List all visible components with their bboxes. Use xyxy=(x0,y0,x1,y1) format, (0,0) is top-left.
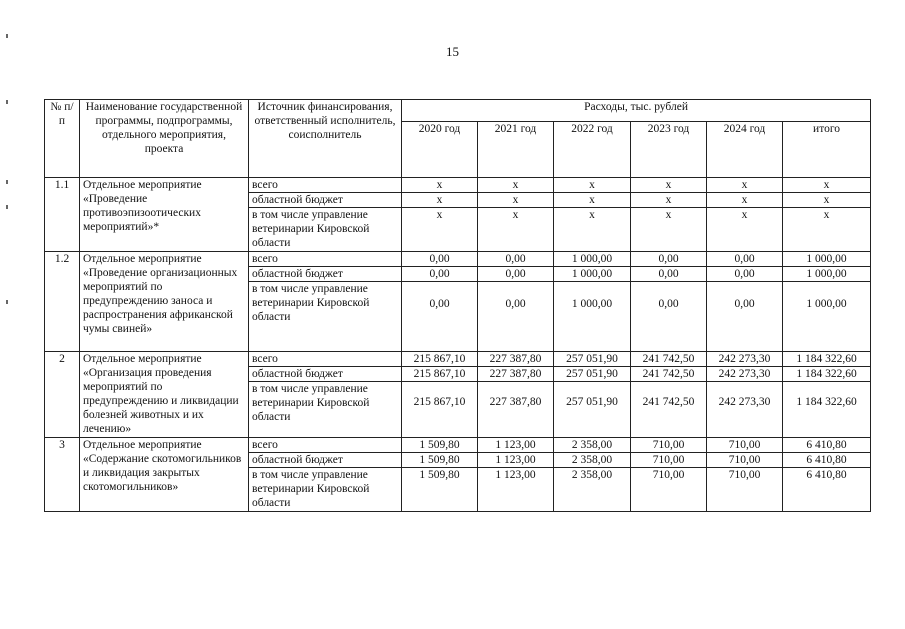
value-cell: x xyxy=(631,193,707,208)
value-cell: 2 358,00 xyxy=(554,438,631,453)
value-cell: 1 123,00 xyxy=(478,453,554,468)
funding-source: всего xyxy=(249,178,402,193)
total-cell: 1 184 322,60 xyxy=(783,367,871,382)
value-cell: x xyxy=(478,208,554,252)
total-cell: 1 184 322,60 xyxy=(783,382,871,438)
total-cell: 6 410,80 xyxy=(783,468,871,512)
value-cell: x xyxy=(554,193,631,208)
budget-table xyxy=(44,99,871,512)
funding-source: областной бюджет xyxy=(249,193,402,208)
value-cell: x xyxy=(554,178,631,193)
header-source: Источник финансирования, ответственный исполнитель, соисполнитель xyxy=(249,100,402,178)
value-cell: 710,00 xyxy=(707,453,783,468)
value-cell: 241 742,50 xyxy=(631,382,707,438)
value-cell: 242 273,30 xyxy=(707,367,783,382)
value-cell: 0,00 xyxy=(402,282,478,352)
funding-source: в том числе управление ветеринарии Кировской области xyxy=(249,468,402,512)
row-number: 3 xyxy=(45,438,80,512)
table-row xyxy=(45,252,871,267)
header-total: итого xyxy=(783,122,871,178)
value-cell: x xyxy=(707,193,783,208)
value-cell: 227 387,80 xyxy=(478,367,554,382)
header-year-2023: 2023 год xyxy=(631,122,707,178)
value-cell: x xyxy=(554,208,631,252)
row-number: 1.2 xyxy=(45,252,80,352)
total-cell: x xyxy=(783,178,871,193)
value-cell: 710,00 xyxy=(707,438,783,453)
total-cell: 1 000,00 xyxy=(783,267,871,282)
scan-speck xyxy=(6,100,8,104)
value-cell: 0,00 xyxy=(631,267,707,282)
funding-source: в том числе управление ветеринарии Кировской области xyxy=(249,282,402,352)
value-cell: 710,00 xyxy=(631,453,707,468)
table-row xyxy=(45,352,871,367)
row-number: 2 xyxy=(45,352,80,438)
header-num: № п/п xyxy=(45,100,80,178)
funding-source: областной бюджет xyxy=(249,367,402,382)
value-cell: 0,00 xyxy=(707,252,783,267)
value-cell: x xyxy=(478,193,554,208)
header-year-2024: 2024 год xyxy=(707,122,783,178)
value-cell: 215 867,10 xyxy=(402,382,478,438)
scan-speck xyxy=(6,34,8,38)
value-cell: 1 123,00 xyxy=(478,438,554,453)
value-cell: 710,00 xyxy=(631,468,707,512)
value-cell: 227 387,80 xyxy=(478,352,554,367)
value-cell: 242 273,30 xyxy=(707,352,783,367)
total-cell: 1 000,00 xyxy=(783,252,871,267)
value-cell: 1 509,80 xyxy=(402,453,478,468)
value-cell: x xyxy=(402,178,478,193)
page-number: 15 xyxy=(446,44,459,59)
total-cell: 1 000,00 xyxy=(783,282,871,352)
header-expenses: Расходы, тыс. рублей xyxy=(402,100,871,122)
value-cell: 1 000,00 xyxy=(554,282,631,352)
value-cell: 0,00 xyxy=(478,252,554,267)
value-cell: 0,00 xyxy=(631,282,707,352)
value-cell: 257 051,90 xyxy=(554,367,631,382)
value-cell: 1 000,00 xyxy=(554,252,631,267)
funding-source: всего xyxy=(249,438,402,453)
total-cell: x xyxy=(783,208,871,252)
header-name: Наименование государственной программы, подпрограммы, отдельного мероприятия, проекта xyxy=(80,100,249,178)
value-cell: 1 509,80 xyxy=(402,468,478,512)
value-cell: 0,00 xyxy=(631,252,707,267)
value-cell: 257 051,90 xyxy=(554,352,631,367)
total-cell: 6 410,80 xyxy=(783,438,871,453)
value-cell: 215 867,10 xyxy=(402,367,478,382)
measure-name: Отдельное мероприятие «Проведение противоэпизоотических мероприятий»* xyxy=(80,178,249,252)
value-cell: 0,00 xyxy=(402,252,478,267)
value-cell: 1 000,00 xyxy=(554,267,631,282)
total-cell: 6 410,80 xyxy=(783,453,871,468)
value-cell: 257 051,90 xyxy=(554,382,631,438)
value-cell: 2 358,00 xyxy=(554,468,631,512)
table-row xyxy=(45,178,871,193)
value-cell: x xyxy=(478,178,554,193)
value-cell: x xyxy=(631,208,707,252)
total-cell: 1 184 322,60 xyxy=(783,352,871,367)
measure-name: Отдельное мероприятие «Содержание скотомогильников и ликвидация закрытых скотомогильников» xyxy=(80,438,249,512)
value-cell: 1 123,00 xyxy=(478,468,554,512)
value-cell: x xyxy=(402,193,478,208)
value-cell: 710,00 xyxy=(631,438,707,453)
value-cell: 0,00 xyxy=(402,267,478,282)
value-cell: 215 867,10 xyxy=(402,352,478,367)
measure-name: Отдельное мероприятие «Проведение организационных мероприятий по предупреждению заноса и распространения африканской чумы свиней» xyxy=(80,252,249,352)
value-cell: 0,00 xyxy=(707,282,783,352)
value-cell: 0,00 xyxy=(478,267,554,282)
value-cell: 1 509,80 xyxy=(402,438,478,453)
row-number: 1.1 xyxy=(45,178,80,252)
funding-source: всего xyxy=(249,252,402,267)
value-cell: x xyxy=(631,178,707,193)
value-cell: x xyxy=(707,178,783,193)
funding-source: всего xyxy=(249,352,402,367)
value-cell: 241 742,50 xyxy=(631,352,707,367)
funding-source: областной бюджет xyxy=(249,453,402,468)
header-year-2021: 2021 год xyxy=(478,122,554,178)
header-year-2020: 2020 год xyxy=(402,122,478,178)
scan-speck xyxy=(6,180,8,184)
value-cell: 0,00 xyxy=(478,282,554,352)
value-cell: 241 742,50 xyxy=(631,367,707,382)
value-cell: 710,00 xyxy=(707,468,783,512)
measure-name: Отдельное мероприятие «Организация проведения мероприятий по предупреждению и ликвидации болезней животных и их лечению» xyxy=(80,352,249,438)
total-cell: x xyxy=(783,193,871,208)
scan-speck xyxy=(6,205,8,209)
value-cell: 242 273,30 xyxy=(707,382,783,438)
value-cell: 2 358,00 xyxy=(554,453,631,468)
value-cell: x xyxy=(402,208,478,252)
funding-source: областной бюджет xyxy=(249,267,402,282)
value-cell: 0,00 xyxy=(707,267,783,282)
value-cell: x xyxy=(707,208,783,252)
value-cell: 227 387,80 xyxy=(478,382,554,438)
funding-source: в том числе управление ветеринарии Кировской области xyxy=(249,208,402,252)
funding-source: в том числе управление ветеринарии Кировской области xyxy=(249,382,402,438)
table-row xyxy=(45,438,871,453)
header-year-2022: 2022 год xyxy=(554,122,631,178)
scan-speck xyxy=(6,300,8,304)
